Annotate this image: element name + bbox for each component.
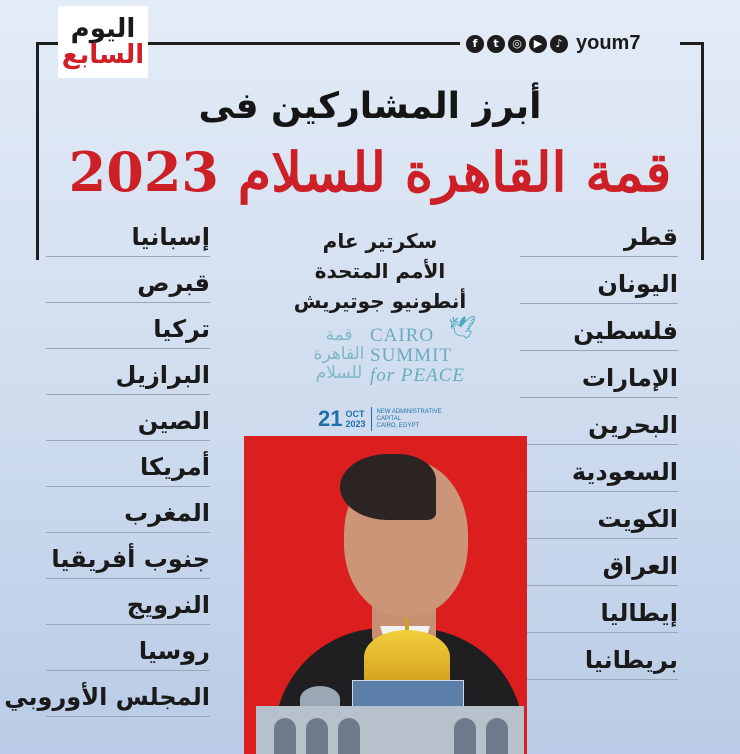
participant-name: العراق <box>602 552 678 580</box>
participant-name: النرويج <box>126 591 210 619</box>
participant-item <box>46 633 210 673</box>
participant-item <box>46 265 210 305</box>
summit-date <box>318 404 488 434</box>
participant-rule <box>46 624 210 625</box>
facebook-icon: f <box>466 35 484 53</box>
mosque-arch <box>338 718 360 754</box>
participant-item <box>46 541 210 581</box>
participant-item <box>520 548 678 588</box>
participant-name: أمريكا <box>140 453 210 481</box>
participant-rule <box>520 585 678 586</box>
participant-rule <box>46 348 210 349</box>
youtube-icon: ▶ <box>529 35 547 53</box>
participant-item <box>4 679 210 719</box>
dome-of-the-rock-icon <box>364 630 450 684</box>
participant-item <box>46 219 210 259</box>
participant-name: فلسطين <box>573 317 678 345</box>
portrait-hair <box>340 454 436 520</box>
participant-item <box>46 357 210 397</box>
mosque-base <box>256 706 524 754</box>
participant-name: إسبانيا <box>131 223 210 251</box>
participant-name: تركيا <box>153 315 210 343</box>
participant-item <box>46 449 210 489</box>
mosque-arch <box>306 718 328 754</box>
emblem-arabic <box>310 326 368 383</box>
participant-item <box>46 403 210 443</box>
participant-name: البحرين <box>588 411 678 439</box>
participant-rule <box>46 302 210 303</box>
address-line2: CAPITAL <box>376 415 402 422</box>
summit-emblem <box>310 316 476 398</box>
participant-item <box>46 587 210 627</box>
participant-name: قبرص <box>137 269 210 297</box>
tiktok-icon: ♪ <box>550 35 568 53</box>
mosque-arch <box>486 718 508 754</box>
un-secretary-line3: أنطونيو جوتيريش <box>293 289 467 313</box>
participant-item <box>520 595 678 635</box>
address-line1: NEW ADMINISTRATIVE <box>376 408 442 415</box>
participant-rule <box>46 486 210 487</box>
address-line3: CAIRO, EGYPT <box>376 422 420 429</box>
participant-name: إيطاليا <box>600 599 678 627</box>
social-handle: youm7 <box>576 32 641 54</box>
participant-rule <box>46 578 210 579</box>
date-year: 2023 <box>345 419 366 429</box>
participant-item <box>520 266 678 306</box>
participant-rule <box>46 440 210 441</box>
emblem-arabic-3: للسلام <box>315 363 363 383</box>
emblem-english-3: for PEACE <box>370 365 466 386</box>
logo-line2: السابع <box>61 40 145 70</box>
page-title: أبرز المشاركين فى <box>198 86 542 127</box>
un-secretary-block <box>280 226 480 316</box>
youm7-logo <box>58 6 148 78</box>
date-divider <box>371 407 372 431</box>
emblem-english-2: SUMMIT <box>370 345 453 366</box>
emblem-english <box>370 326 470 386</box>
date-day: 21 <box>318 406 343 431</box>
dove-icon: 🕊 <box>448 316 476 341</box>
participant-rule <box>520 632 678 633</box>
participant-name: روسيا <box>138 637 210 665</box>
participant-rule <box>520 256 678 257</box>
participant-name: اليونان <box>597 270 678 298</box>
participant-rule <box>520 444 678 445</box>
emblem-english-1: CAIRO <box>370 325 435 346</box>
participant-name: جنوب أفريقيا <box>51 545 210 573</box>
participant-rule <box>520 397 678 398</box>
participant-rule <box>46 256 210 257</box>
participant-name: الإمارات <box>581 364 678 392</box>
un-secretary-line1: سكرتير عام <box>322 229 438 253</box>
participant-name: قطر <box>623 223 678 251</box>
participant-name: الصين <box>137 407 210 435</box>
participant-name: المجلس الأوروبي <box>4 683 210 711</box>
participant-rule <box>46 716 210 717</box>
instagram-icon: ◎ <box>508 35 526 53</box>
emblem-arabic-2: القاهرة <box>313 344 365 364</box>
twitter-icon: t <box>487 35 505 53</box>
emblem-arabic-1: قمة <box>325 325 353 345</box>
participant-name: المغرب <box>124 499 210 527</box>
mosque-arch <box>454 718 476 754</box>
participant-item <box>520 642 678 682</box>
participant-rule <box>46 670 210 671</box>
date-month-year <box>345 409 365 429</box>
page-subtitle: قمة القاهرة للسلام 2023 <box>68 140 672 204</box>
participant-rule <box>520 303 678 304</box>
un-secretary-line2: الأمم المتحدة <box>314 259 446 283</box>
participant-item <box>520 313 678 353</box>
social-bar <box>466 32 640 55</box>
participant-item <box>520 407 678 447</box>
participant-item <box>520 219 678 259</box>
participant-name: البرازيل <box>115 361 210 389</box>
mosque-arch <box>274 718 296 754</box>
logo-line1: اليوم <box>70 14 136 44</box>
participant-item <box>46 495 210 535</box>
participant-rule <box>520 679 678 680</box>
participant-rule <box>520 491 678 492</box>
date-month: OCT <box>345 409 365 419</box>
participant-rule <box>46 394 210 395</box>
summit-address <box>377 409 442 430</box>
participant-name: بريطانيا <box>584 646 678 674</box>
participant-name: الكويت <box>597 505 678 533</box>
participant-item <box>46 311 210 351</box>
leader-portrait-photo <box>244 436 527 754</box>
participant-rule <box>520 538 678 539</box>
participant-rule <box>520 350 678 351</box>
participant-item <box>520 454 678 494</box>
participant-rule <box>46 532 210 533</box>
participant-item <box>520 360 678 400</box>
participant-item <box>520 501 678 541</box>
participant-name: السعودية <box>571 458 678 486</box>
